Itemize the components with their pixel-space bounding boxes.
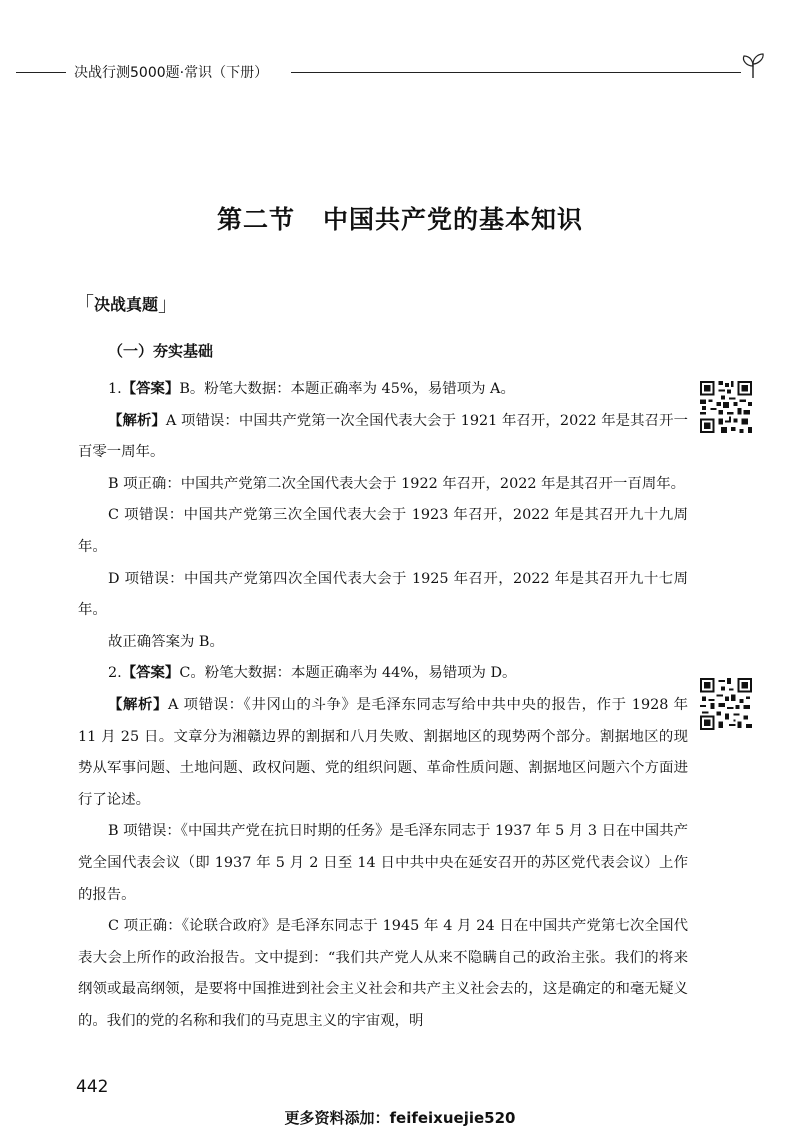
- q1-answer: 1.【答案】B。粉笔大数据：本题正确率为 45%，易错项为 A。: [108, 381, 515, 397]
- sprout-icon: [738, 50, 768, 80]
- q2-analysis-c: C 项正确：《论联合政府》是毛泽东同志于 1945 年 4 月 24 日在中国共产党第七次全国代表大会上所作的政治报告。文中提到：“我们共产党人从来不隐瞒自己的政治主张。我们的将来纲领或最高纲领，是要将中国推进到社会主义社会和共产主义社会去的，这是确定的和毫无疑义的。我们的党的名称和我们的马克思主义的宇宙观，明: [78, 918, 688, 1029]
- qr-code-icon[interactable]: [700, 381, 752, 433]
- section-title: [0, 200, 800, 236]
- q2-analysis-a: 【解析】A 项错误：《井冈山的斗争》是毛泽东同志写给中共中央的报告，作于 1928 年 11 月 25 日。文章分为湘赣边界的割据和八月失败、割据地区的现势两个部分。割据地区的现势从军事问题、土地问题、政权问题、党的组织问题、革命性质问题、割据地区问题六个方面进行了论述。: [78, 696, 688, 808]
- footer-note: 更多资料添加：feifeixuejie520: [284, 1109, 516, 1127]
- body-text: [78, 374, 688, 1037]
- subhead-label: 决战真题: [94, 295, 159, 314]
- section-name: 中国共产党的基本知识: [323, 205, 584, 234]
- subhead-open-bracket: 「: [74, 292, 94, 316]
- q1-analysis-d: D 项错误：中国共产党第四次全国代表大会于 1925 年召开，2022 年是其召开九十七周年。: [78, 570, 688, 619]
- q2-analysis-b: B 项错误：《中国共产党在抗日时期的任务》是毛泽东同志于 1937 年 5 月 3 日在中国共产党全国代表会议（即 1937 年 5 月 2 日至 14 日中共中央在延安召开的苏区党代表会议）上作的报告。: [78, 823, 688, 903]
- subhead-close-bracket: 」: [158, 292, 179, 316]
- q1-analysis-a: 【解析】A 项错误：中国共产党第一次全国代表大会于 1921 年召开，2022 年是其召开一百零一周年。: [78, 412, 688, 461]
- subsection-title: （一）夯实基础: [108, 342, 214, 360]
- book-title: 决战行测5000题·常识（下册）: [74, 65, 269, 81]
- q1-analysis-b: B 项正确：中国共产党第二次全国代表大会于 1922 年召开，2022 年是其召开一百周年。: [108, 475, 686, 492]
- q1-conclusion: 故正确答案为 B。: [108, 633, 224, 650]
- header-rule-right: [291, 72, 741, 73]
- page-number: 442: [76, 1077, 109, 1097]
- q1-analysis-c: C 项错误：中国共产党第三次全国代表大会于 1923 年召开，2022 年是其召开九十九周年。: [78, 507, 688, 555]
- running-header: [16, 58, 756, 86]
- subhead: [74, 288, 178, 317]
- header-rule-left: [16, 72, 66, 73]
- q2-answer: 2.【答案】C。粉笔大数据：本题正确率为 44%，易错项为 D。: [108, 665, 517, 682]
- qr-code-icon[interactable]: [700, 678, 752, 730]
- section-number: 第二节: [216, 205, 295, 234]
